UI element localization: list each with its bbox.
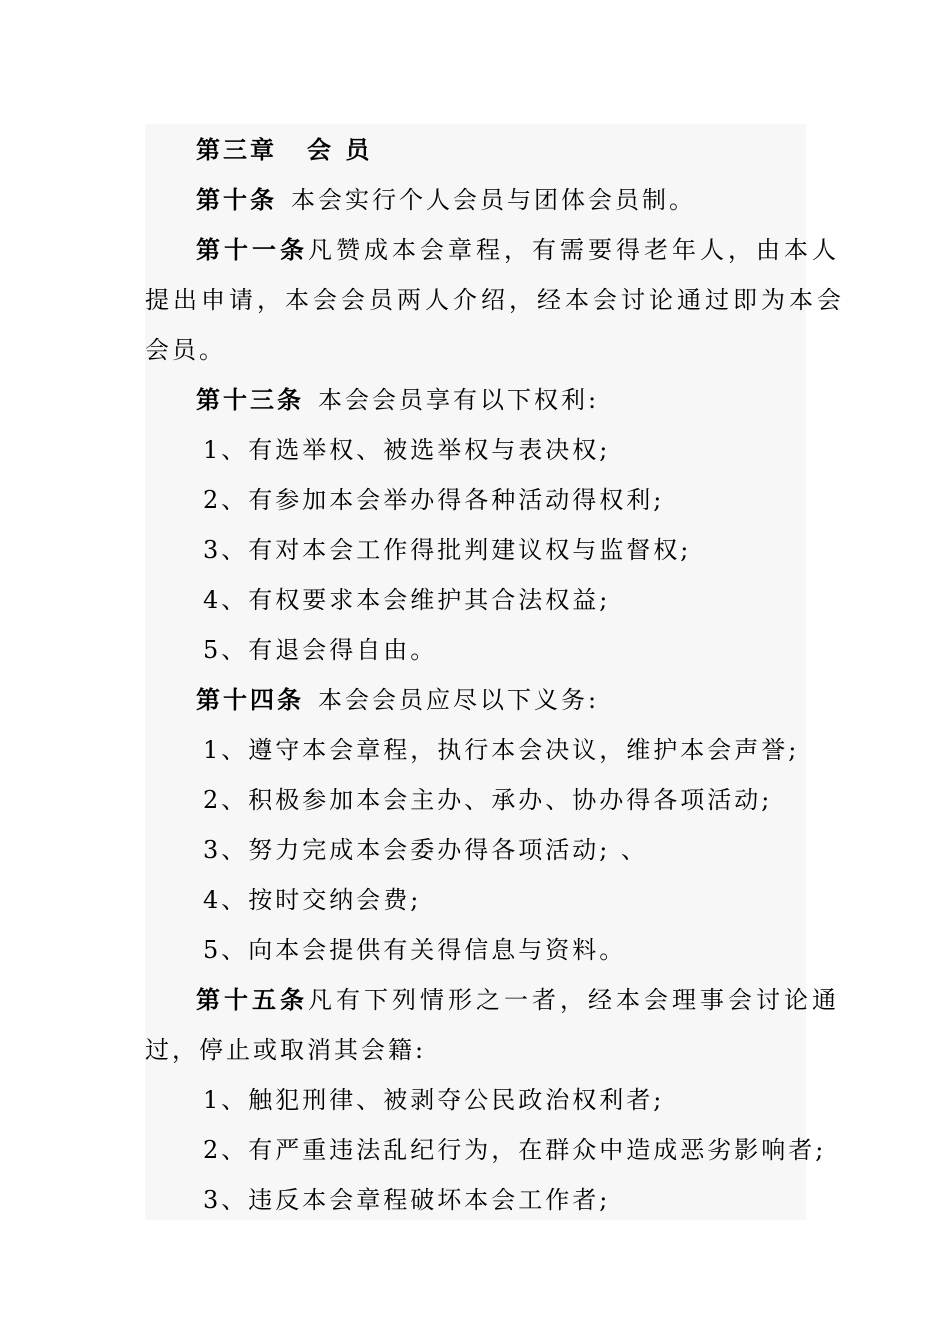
list-item: 2、有严重违法乱纪行为，在群众中造成恶劣影响者; [203,1136,827,1164]
list-item: 2、积极参加本会主办、承办、协办得各项活动; [203,786,773,814]
list-item: 2、有参加本会举办得各种活动得权利; [203,486,665,514]
article-11-line-3: 会员。 [145,336,226,364]
article-text: 本会会员享有以下权利: [318,386,600,414]
article-11-line-2: 提出申请，本会会员两人介绍，经本会讨论通过即为本会 [145,286,845,314]
article-label: 第十五条 [196,985,308,1014]
list-item: 3、违反本会章程破坏本会工作者; [203,1186,611,1214]
list-item: 5、有退会得自由。 [203,636,438,664]
article-10 [145,175,857,225]
article-14 [145,675,857,725]
document-page [145,124,845,1220]
list-item: 1、遵守本会章程，执行本会决议，维护本会声誉; [203,736,800,764]
article-11 [145,225,857,275]
chapter-number: 第三章 [196,135,277,164]
article-text: 凡赞成本会章程，有需要得老年人，由本人 [308,236,840,264]
chapter-title: 会 员 [307,135,373,164]
list-item: 4、有权要求本会维护其合法权益; [203,586,611,614]
article-label: 第十一条 [196,235,308,264]
article-label: 第十四条 [196,685,304,714]
list-item: 1、触犯刑律、被剥夺公民政治权利者; [203,1086,665,1114]
article-text: 本会实行个人会员与团体会员制。 [291,186,696,214]
article-15-line-2: 过，停止或取消其会籍: [145,1036,427,1064]
article-15 [145,975,857,1025]
chapter-heading [145,125,857,175]
list-item: 1、有选举权、被选举权与表决权; [203,436,611,464]
article-label: 第十三条 [196,385,304,414]
list-item: 3、努力完成本会委办得各项活动; 、 [203,836,648,864]
article-text: 本会会员应尽以下义务: [318,686,600,714]
list-item: 5、向本会提供有关得信息与资料。 [203,936,627,964]
list-item: 4、按时交纳会费; [203,886,422,914]
article-label: 第十条 [196,185,277,214]
list-item: 3、有对本会工作得批判建议权与监督权; [203,536,692,564]
article-text: 凡有下列情形之一者，经本会理事会讨论通 [308,986,840,1014]
article-13 [145,375,857,425]
